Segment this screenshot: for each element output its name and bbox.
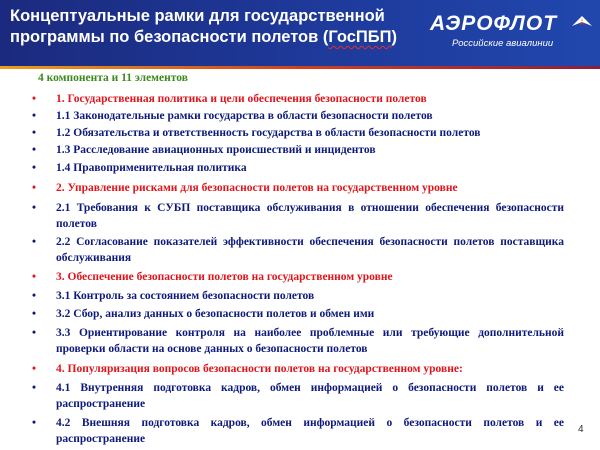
slide-title-abbr: ГосПБП bbox=[328, 28, 392, 46]
list-item: • 1.2 Обязательства и ответственность государства в области безопасности полетов bbox=[56, 126, 564, 142]
list-item: • 3. Обеспечение безопасности полетов на государственном уровне bbox=[56, 270, 564, 286]
list-item: • 1.1 Законодательные рамки государства в области безопасности полетов bbox=[56, 109, 564, 125]
list-item: • 3.1 Контроль за состоянием безопасности полетов bbox=[56, 289, 564, 305]
list-item: • 4. Популяризация вопросов безопасности полетов на государственном уровне: bbox=[56, 362, 564, 378]
list-item: • 2. Управление рисками для безопасности полетов на государственном уровне bbox=[56, 181, 564, 197]
aeroflot-logo bbox=[430, 10, 595, 56]
page-number: 4 bbox=[578, 424, 584, 435]
logo-subtitle: Российские авиалинии bbox=[452, 38, 554, 49]
list-item: • 4.2 Внешняя подготовка кадров, обмен информацией о безопасности полетов и ее распространение bbox=[56, 416, 564, 447]
list-item: • 1.4 Правоприменительная политика bbox=[56, 161, 564, 177]
list-item: • 1.3 Расследование авиационных происшествий и инцидентов bbox=[56, 143, 564, 159]
list-item: • 2.1 Требования к СУБП поставщика обслуживания в отношении обеспечения безопасности полетов bbox=[56, 201, 564, 232]
slide-title-end: ) bbox=[391, 28, 398, 46]
list-item: • 1. Государственная политика и цели обеспечения безопасности полетов bbox=[56, 92, 564, 108]
list-item: • 3.3 Ориентирование контроля на наиболее проблемные или требующие дополнительной проверки области на основе данных о безопасности полетов bbox=[56, 326, 564, 357]
list-item: • 3.2 Сбор, анализ данных о безопасности полетов и обмен ими bbox=[56, 307, 564, 323]
slide-title-main: Концептуальные рамки для государственной программы по безопасности полетов ( bbox=[10, 7, 385, 46]
components-subtitle: 4 компонента и 11 элементов bbox=[38, 72, 188, 84]
slide-header bbox=[0, 0, 600, 66]
slide-title bbox=[10, 6, 400, 48]
header-divider bbox=[0, 66, 600, 69]
logo-name: АЭРОФЛОТ bbox=[430, 12, 558, 35]
list-item: • 4.1 Внутренняя подготовка кадров, обмен информацией о безопасности полетов и ее распространение bbox=[56, 381, 564, 412]
list-item: • 2.2 Согласование показателей эффективности обеспечения безопасности полетов поставщика обслуживания bbox=[56, 235, 564, 266]
aeroflot-wings-icon bbox=[570, 12, 594, 36]
